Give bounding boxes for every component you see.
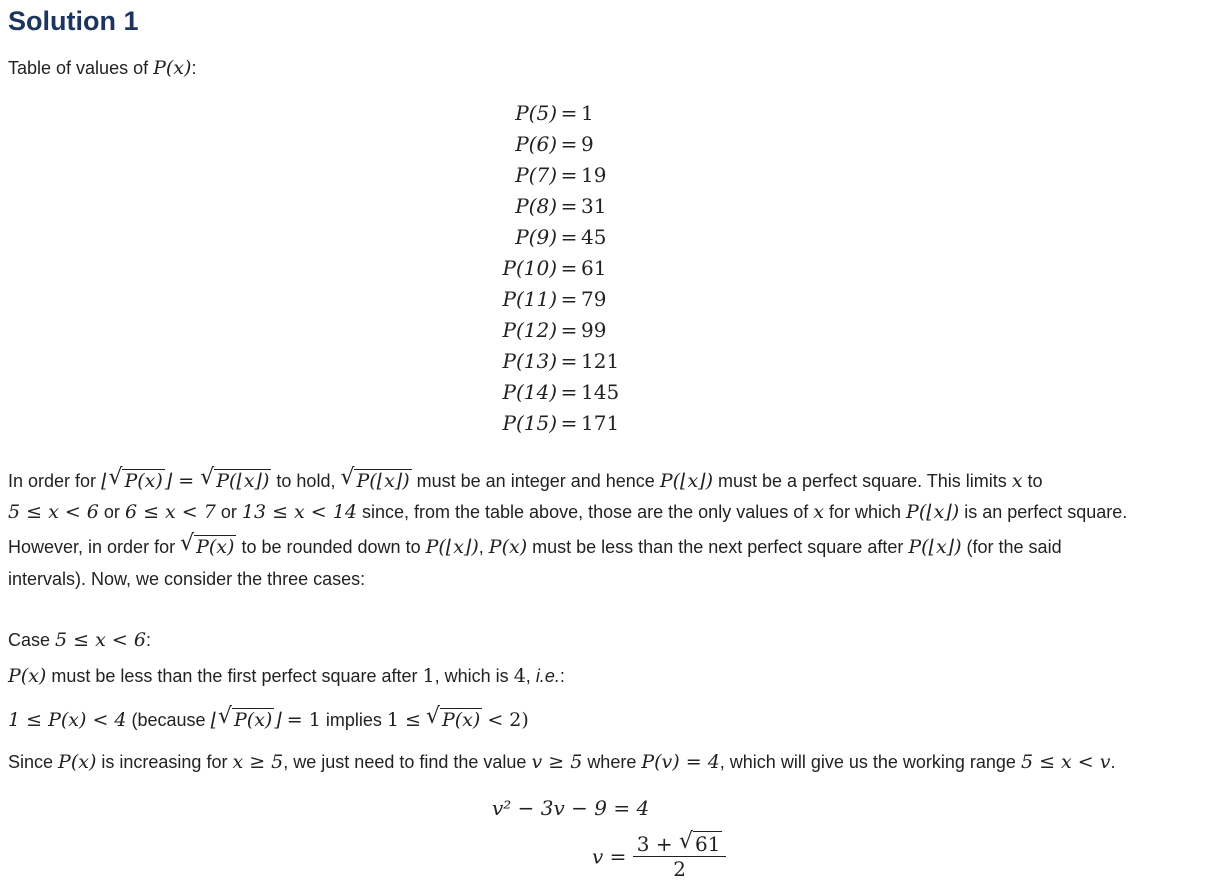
text: , we just need to find the value [283,752,527,772]
table-row [483,163,606,187]
row-rhs: 171 [581,411,620,435]
text: In order for [8,471,97,491]
row-lhs: P(9) [515,225,557,249]
fraction [633,832,727,881]
text: must be a perfect square. This limits [718,471,1007,491]
text: to [1027,471,1043,491]
equals-sign: = [560,318,578,342]
row-rhs: 45 [581,225,607,249]
row-lhs: P(8) [515,194,557,218]
text: . [1110,752,1116,772]
equals-sign: = [560,101,578,125]
equation-quadratic: v² − 3v − 9 = 4 [492,796,650,820]
math-inline: x [1011,470,1023,492]
table-row [483,287,606,311]
table-intro [8,56,196,80]
math-inline: P(v) = 4 [641,751,720,773]
row-rhs: 99 [581,318,607,342]
text: to hold, [276,471,336,491]
intro-tail: : [191,58,197,78]
text: However, in order for [8,537,176,557]
text: to be rounded down to [241,537,421,557]
math-inline: 5 ≤ x < v [1020,751,1111,773]
text: , which is [434,666,509,686]
text: : [559,666,565,686]
equals-sign: = [560,411,578,435]
case-heading [8,628,151,652]
equals-sign: = [560,194,578,218]
intro-math: P(x) [153,57,192,79]
row-lhs: P(10) [502,256,557,280]
text: (because [131,710,206,730]
text: or [103,502,120,522]
paragraph-line [8,469,1043,493]
text: is an perfect square. [964,502,1128,522]
text: must be less than the first perfect square after [51,666,418,686]
equals-sign: = [560,256,578,280]
math-inline: = 1 [286,709,321,731]
math-inline: P(⌊x⌋) [659,470,713,492]
text: (for the said [966,537,1062,557]
equation-solution [592,832,726,881]
table-row [483,225,606,249]
text: must be less than the next perfect square after [532,537,904,557]
math-inline: P(⌊x⌋) [906,501,960,523]
math-inline: 5 ≤ x < 6 [8,501,99,523]
row-lhs: P(12) [502,318,557,342]
math-inline: P(x) [488,536,528,558]
text: , [478,537,484,557]
math-inline: 1 ≤ P(x) < 4 [8,709,127,731]
table-row [483,256,606,280]
row-lhs: P(5) [515,101,557,125]
math-floor-sqrt: ⌊√ P(x) ⌋ = √ P(⌊x⌋) [101,470,271,492]
table-row [483,411,619,435]
row-rhs: 121 [581,349,620,373]
equals-sign: = [560,225,578,249]
case-line [8,708,529,732]
math-inline: P(x) [58,751,97,773]
text: Since [8,752,54,772]
equals-sign: = [560,132,578,156]
table-row [483,132,594,156]
table-row [483,318,606,342]
math-sqrt: √ P(x) [180,536,236,558]
math-inline: P(x) [8,665,47,687]
row-lhs: P(15) [502,411,557,435]
text: , [525,666,531,686]
text: or [220,502,237,522]
table-row [483,194,606,218]
row-rhs: 79 [581,287,607,311]
math-inline: 5 ≤ x < 6 [55,629,146,651]
math-inline: P(⌊x⌋) [425,536,479,558]
case-line [8,750,1116,774]
paragraph-line [8,567,365,591]
text: intervals). Now, we consider the three cases: [8,569,366,589]
row-rhs: 145 [581,380,620,404]
equals-sign: = [560,349,578,373]
row-lhs: P(14) [502,380,557,404]
math-sqrt: √ P(x) [426,709,482,731]
row-rhs: 19 [581,163,607,187]
row-lhs: P(7) [515,163,557,187]
text: i.e. [535,666,560,686]
text: where [587,752,637,772]
math-sqrt: √ P(⌊x⌋) [340,470,411,492]
text: must be an integer and hence [416,471,655,491]
math-floor-sqrt: ⌊√ P(x) ⌋ [211,709,282,731]
text: for which [828,502,902,522]
case-line [8,664,565,688]
math-inline: 6 ≤ x < 7 [124,501,216,523]
table-row [483,349,619,373]
table-row [483,380,619,404]
fraction-numerator: 3 + √ 61 [633,832,727,857]
row-lhs: P(13) [502,349,557,373]
paragraph-line [8,535,1062,559]
equals-sign: = [560,163,578,187]
row-lhs: P(11) [502,287,557,311]
intro-text: Table of values of [8,58,149,78]
row-lhs: P(6) [515,132,557,156]
math-inline: 13 ≤ x < 14 [241,501,357,523]
row-rhs: 1 [581,101,594,125]
math-inline: < 2) [487,709,529,731]
math-inline: P(⌊x⌋) [908,536,962,558]
math-inline: x [813,501,824,523]
paragraph-line [8,500,1127,524]
row-rhs: 9 [581,132,594,156]
equals-sign: = [560,380,578,404]
math-inline: 1 [422,665,435,687]
row-rhs: 61 [581,256,607,280]
math-inline: 4 [513,665,526,687]
text: , which will give us the working range [719,752,1016,772]
text: since, from the table above, those are the only values of [361,502,809,522]
math-inline: x ≥ 5 [232,751,284,773]
text: : [145,630,151,650]
equation-lhs: v = [592,844,627,869]
text: Case [8,630,51,650]
equals-sign: = [560,287,578,311]
text: implies [325,710,382,730]
text: is increasing for [101,752,228,772]
math-inline: v ≥ 5 [531,751,583,773]
fraction-denominator: 2 [673,857,686,881]
row-rhs: 31 [581,194,607,218]
table-row [483,101,594,125]
page-title: Solution 1 [8,6,139,36]
math-inline: 1 ≤ [386,709,421,731]
